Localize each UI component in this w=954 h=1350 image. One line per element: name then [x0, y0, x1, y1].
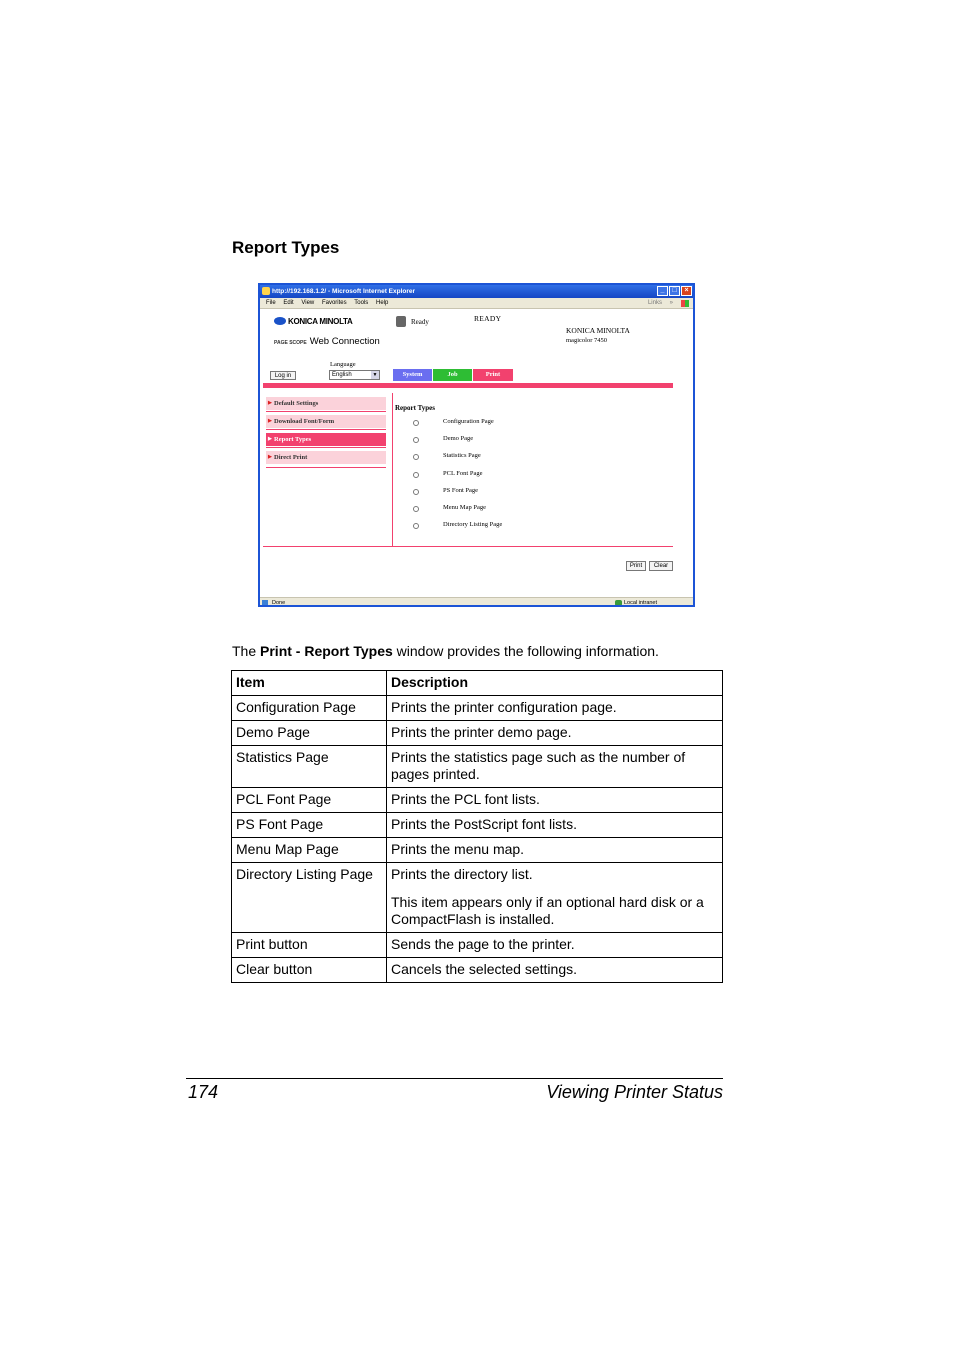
intro-bold: Print - Report Types [260, 643, 393, 659]
window-title-bar [260, 285, 693, 298]
description-text: Prints the menu map. [391, 841, 525, 857]
description-text: Prints the printer demo page. [391, 724, 572, 740]
table-cell-description [387, 958, 723, 983]
windows-logo-icon [681, 300, 689, 307]
sidebar-separator [266, 447, 386, 448]
close-icon[interactable]: × [681, 286, 692, 296]
option-label: PS Font Page [443, 487, 479, 494]
radio-demo-page[interactable] [413, 437, 419, 443]
menu-file[interactable]: File [266, 300, 276, 306]
pagescope-text: Web Connection [309, 336, 380, 347]
menu-help[interactable]: Help [375, 300, 389, 306]
language-label: Language [330, 361, 356, 368]
table-cell-description [387, 721, 723, 746]
description-text: Sends the page to the printer. [391, 936, 575, 952]
table-row [232, 788, 723, 813]
description-text: Prints the printer configuration page. [391, 699, 617, 715]
menu-view[interactable]: View [301, 300, 315, 306]
sidebar-separator [266, 429, 386, 430]
triangle-right-icon: ▶ [268, 401, 272, 406]
konica-minolta-logo [274, 317, 353, 326]
menu-tools[interactable]: Tools [354, 300, 369, 306]
menu-favorites[interactable]: Favorites [321, 300, 347, 306]
option-label: Demo Page [443, 435, 474, 442]
sidebar-item-default-settings[interactable] [266, 397, 386, 410]
radio-statistics-page[interactable] [413, 454, 419, 460]
section-title: Report Types [232, 238, 340, 257]
clear-button[interactable]: Clear [649, 561, 673, 571]
tab-job[interactable]: Job [433, 369, 472, 381]
chapter-title: Viewing Printer Status [546, 1082, 723, 1102]
table-cell-item: Print button [232, 933, 387, 958]
table-cell-item: Configuration Page [232, 696, 387, 721]
sidebar-item-label: Default Settings [274, 400, 319, 407]
table-cell-item: Menu Map Page [232, 838, 387, 863]
maximize-icon[interactable]: □ [669, 286, 680, 296]
triangle-right-icon: ▶ [268, 419, 272, 424]
links-label: Links [647, 300, 662, 306]
page-number: 174 [188, 1082, 219, 1102]
ready-label: Ready [411, 318, 429, 326]
description-text: Prints the directory list. [391, 866, 533, 882]
printer-status-text: READY [474, 314, 502, 323]
language-value: English [332, 372, 352, 378]
table-cell-description [387, 933, 723, 958]
table-cell-item: Demo Page [232, 721, 387, 746]
print-button[interactable]: Print [626, 561, 646, 571]
description-note: This item appears only if an optional hard disk or a CompactFlash is installed. [391, 894, 704, 927]
table-row [232, 746, 723, 788]
description-text: Prints the PostScript font lists. [391, 816, 577, 832]
footer-divider [263, 546, 673, 547]
printer-status-icon [396, 316, 406, 327]
report-types-heading: Report Types [395, 404, 435, 412]
browser-status-bar [260, 597, 693, 607]
sidebar-item-report-types[interactable] [266, 433, 386, 446]
pagescope-mark: PAGE SCOPE [274, 340, 307, 346]
table-header-row [232, 671, 723, 696]
table-row [232, 933, 723, 958]
login-button[interactable]: Log in [270, 371, 296, 380]
description-text: Prints the statistics page such as the number of pages printed. [391, 749, 686, 782]
globe-icon [274, 317, 286, 325]
intro-paragraph [232, 643, 659, 659]
table-row [232, 813, 723, 838]
table-row [232, 838, 723, 863]
info-table [231, 670, 723, 983]
option-label: PCL Font Page [443, 470, 483, 477]
model-name: magicolor 7450 [566, 337, 607, 344]
radio-pcl-font-page[interactable] [413, 472, 419, 478]
page-icon [262, 600, 268, 606]
tab-print[interactable]: Print [473, 369, 513, 381]
menu-edit[interactable]: Edit [283, 300, 294, 306]
table-row [232, 696, 723, 721]
sidebar-separator [266, 411, 386, 412]
links-toolbar[interactable] [642, 298, 673, 309]
browser-screenshot [258, 283, 695, 607]
table-row [232, 958, 723, 983]
description-text: Prints the PCL font lists. [391, 791, 540, 807]
chevron-icon: » [669, 300, 673, 306]
option-label: Statistics Page [443, 452, 481, 459]
table-cell-item: PCL Font Page [232, 788, 387, 813]
table-cell-description [387, 746, 723, 788]
triangle-right-icon: ▶ [268, 455, 272, 460]
table-cell-description [387, 696, 723, 721]
ie-icon [262, 287, 270, 295]
header-description: Description [387, 671, 723, 696]
minimize-icon[interactable]: _ [657, 286, 668, 296]
radio-directory-listing-page[interactable] [413, 523, 419, 529]
sidebar-separator [266, 467, 386, 468]
option-label: Directory Listing Page [443, 521, 503, 528]
table-row [232, 863, 723, 933]
table-cell-description [387, 788, 723, 813]
sidebar-divider [392, 393, 393, 546]
radio-configuration-page[interactable] [413, 420, 419, 426]
chevron-down-icon: ▼ [372, 372, 378, 378]
option-label: Menu Map Page [443, 504, 486, 511]
option-label: Configuration Page [443, 418, 494, 425]
web-page-content [260, 309, 693, 597]
intro-prefix: The [232, 643, 261, 659]
table-cell-item: Clear button [232, 958, 387, 983]
radio-ps-font-page[interactable] [413, 489, 419, 495]
tab-system[interactable]: System [393, 369, 432, 381]
status-zone: Local intranet [624, 600, 658, 606]
sidebar-item-label: Download Font/Form [274, 418, 335, 425]
table-cell-item: PS Font Page [232, 813, 387, 838]
pagescope-logo [274, 336, 380, 347]
description-text: Cancels the selected settings. [391, 961, 577, 977]
sidebar-item-download-font-form[interactable] [266, 415, 386, 428]
status-done: Done [272, 600, 286, 606]
sidebar-item-label: Report Types [274, 436, 312, 443]
table-cell-description [387, 838, 723, 863]
triangle-right-icon: ▶ [268, 437, 272, 442]
sidebar-item-direct-print[interactable] [266, 451, 386, 464]
language-select[interactable] [329, 370, 380, 380]
table-cell-item: Statistics Page [232, 746, 387, 788]
table-cell-description [387, 813, 723, 838]
menu-bar [260, 298, 693, 309]
model-brand: KONICA MINOLTA [566, 326, 630, 335]
sidebar-item-label: Direct Print [274, 454, 308, 461]
header-item: Item [232, 671, 387, 696]
header-divider [263, 383, 673, 388]
table-cell-item: Directory Listing Page [232, 863, 387, 933]
radio-menu-map-page[interactable] [413, 506, 419, 512]
footer-rule [186, 1078, 723, 1079]
logo-text: KONICA MINOLTA [288, 317, 353, 326]
table-row [232, 721, 723, 746]
window-title: http://192.168.1.2/ - Microsoft Internet Explorer [272, 288, 416, 295]
table-cell-description [387, 863, 723, 933]
intro-suffix: window provides the following information. [392, 643, 659, 659]
intranet-icon [615, 600, 622, 606]
